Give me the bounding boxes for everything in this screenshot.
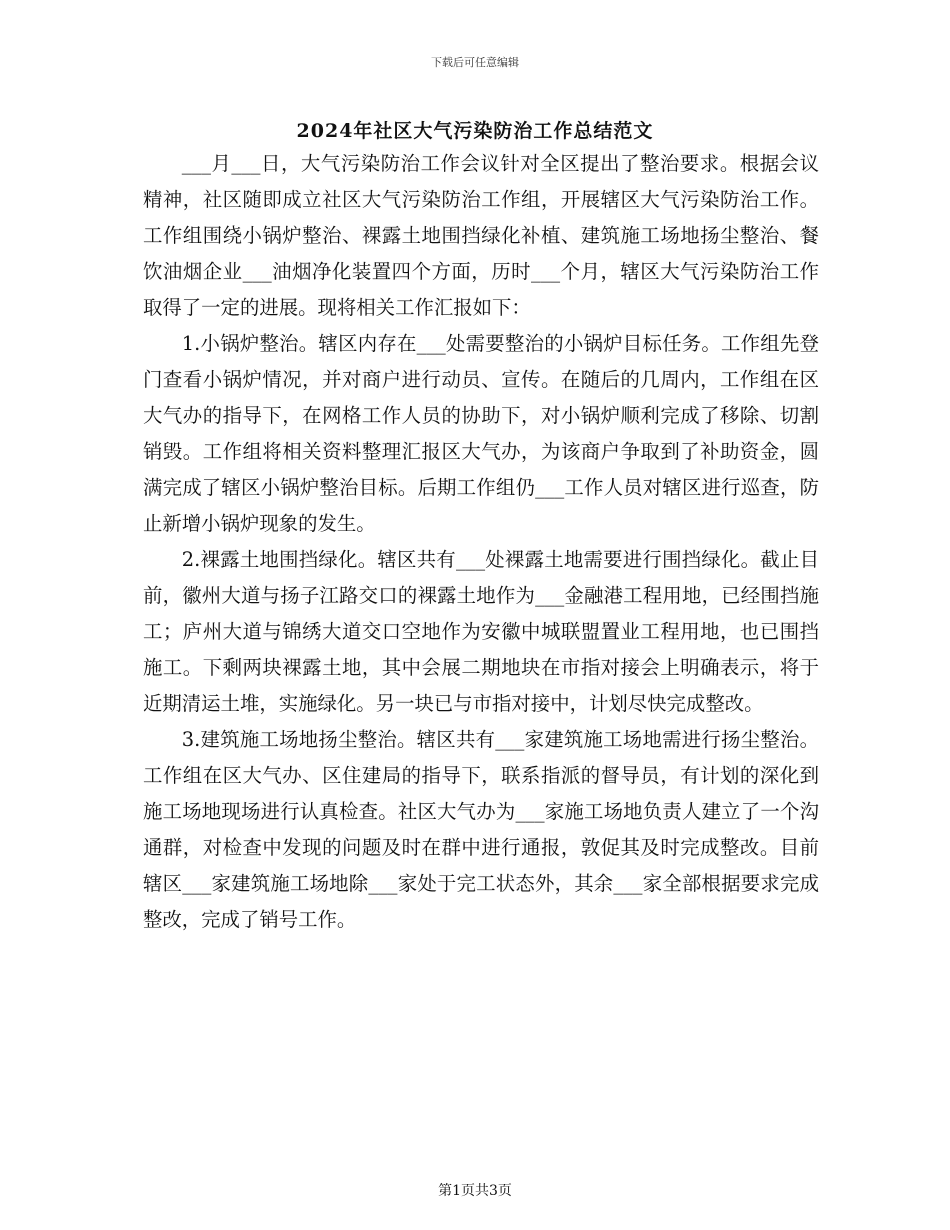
section-construction-dust: 3.建筑施工场地扬尘整治。辖区共有___家建筑施工场地需进行扬尘整治。工作组在区大气办、区住建局的指导下，联系指派的督导员，有计划的深化到施工场地现场进行认真检查。社区大气办为___家施工场地负责人建立了一个沟通群，对检查中发现的问题及时在群中进行通报，敦促其及时完成整改。目前辖区___家建筑施工场地除___家处于完工状态外，其余___家全部根据要求完成整改，完成了销号工作。 xyxy=(143,728,819,931)
document-body xyxy=(143,146,819,938)
document-title: 2024年社区大气污染防治工作总结范文 xyxy=(296,120,654,142)
header-note: 下载后可任意编辑 xyxy=(431,56,519,69)
section-small-boiler: 1.小锅炉整治。辖区内存在___处需要整治的小锅炉目标任务。工作组先登门查看小锅炉情况，并对商户进行动员、宣传。在随后的几周内，工作组在区大气办的指导下，在网格工作人员的协助下，对小锅炉顺利完成了移除、切割销毁。工作组将相关资料整理汇报区大气办，为该商户争取到了补助资金，圆满完成了辖区小锅炉整治目标。后期工作组仍___工作人员对辖区进行巡查，防止新增小锅炉现象的发生。 xyxy=(143,332,819,535)
section-bare-land-greening: 2.裸露土地围挡绿化。辖区共有___处裸露土地需要进行围挡绿化。截止目前，徽州大道与扬子江路交口的裸露土地作为___金融港工程用地，已经围挡施工；庐州大道与锦绣大道交口空地作为安徽中城联盟置业工程用地，也已围挡施工。下剩两块裸露土地，其中会展二期地块在市指对接会上明确表示，将于近期清运土堆，实施绿化。另一块已与市指对接中，计划尽快完成整改。 xyxy=(143,548,819,715)
intro-paragraph: ___月___日，大气污染防治工作会议针对全区提出了整治要求。根据会议精神，社区随即成立社区大气污染防治工作组，开展辖区大气污染防治工作。工作组围绕小锅炉整治、裸露土地围挡绿化补植、建筑施工场地扬尘整治、餐饮油烟企业___油烟净化装置四个方面，历时___个月，辖区大气污染防治工作取得了一定的进展。现将相关工作汇报如下： xyxy=(143,152,819,319)
page-indicator: 第1页共3页 xyxy=(438,1183,512,1199)
